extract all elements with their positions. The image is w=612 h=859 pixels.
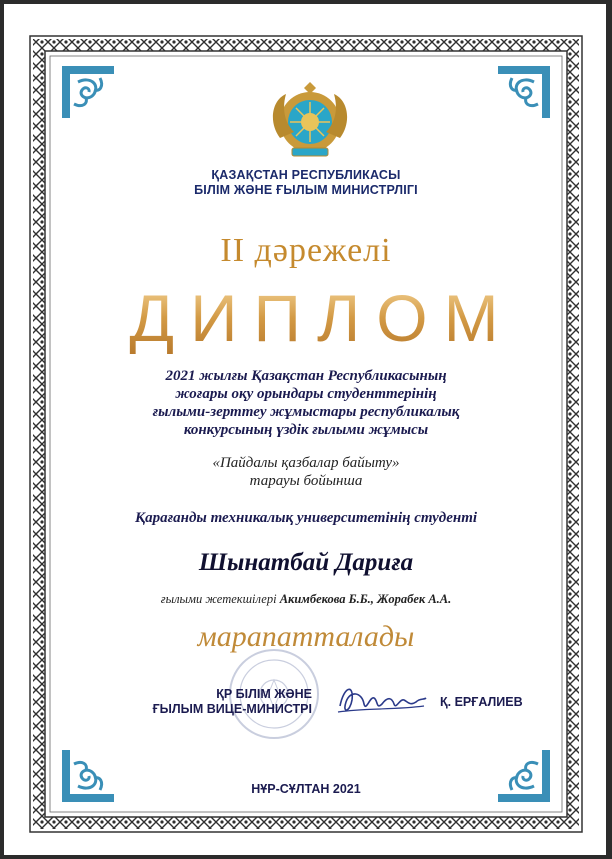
awarded-text: марапатталады xyxy=(197,620,415,653)
topic-suffix: тарауы бойынша xyxy=(249,473,363,489)
student-institution: Қарағанды техникалық университетінің студенті xyxy=(134,510,478,526)
student-name: Шынатбай Дариға xyxy=(198,549,414,576)
city-year: НҰР-СҰЛТАН 2021 xyxy=(251,782,361,796)
state-emblem-icon xyxy=(264,82,356,160)
diploma-title: ДИПЛОМ xyxy=(0,280,612,356)
ministry-country: ҚАЗАҚСТАН РЕСПУБЛИКАСЫ xyxy=(211,168,401,182)
topic-name: «Пайдалы қазбалар байыту» xyxy=(212,455,400,471)
ministry-name: БІЛІМ ЖӘНЕ ҒЫЛЫМ МИНИСТРЛІГІ xyxy=(194,183,418,197)
corner-ornament-top-left-icon xyxy=(60,64,116,120)
award-text-line: жоғары оқу орындары студенттерінің xyxy=(175,386,437,402)
degree-title: II дәрежелі xyxy=(220,232,392,269)
supervisors-line xyxy=(0,592,612,607)
signatory-name: Қ. ЕРҒАЛИЕВ xyxy=(440,695,523,709)
award-text-line: конкурсының үздік ғылыми жұмысы xyxy=(183,422,429,438)
signature-icon xyxy=(334,676,430,722)
signatory-title: ҒЫЛЫМ ВИЦЕ-МИНИСТРІ xyxy=(152,702,312,716)
supervisors-names: Акимбекова Б.Б., Жорабек А.А. xyxy=(279,592,452,606)
supervisors-prefix: ғылыми жетекшілері xyxy=(160,592,277,606)
award-text-line: 2021 жылғы Қазақстан Республикасының xyxy=(165,368,447,384)
award-text-line: ғылыми-зерттеу жұмыстары республикалық xyxy=(152,404,460,420)
signatory-title: ҚР БІЛІМ ЖӘНЕ xyxy=(216,687,312,701)
corner-ornament-top-right-icon xyxy=(496,64,552,120)
